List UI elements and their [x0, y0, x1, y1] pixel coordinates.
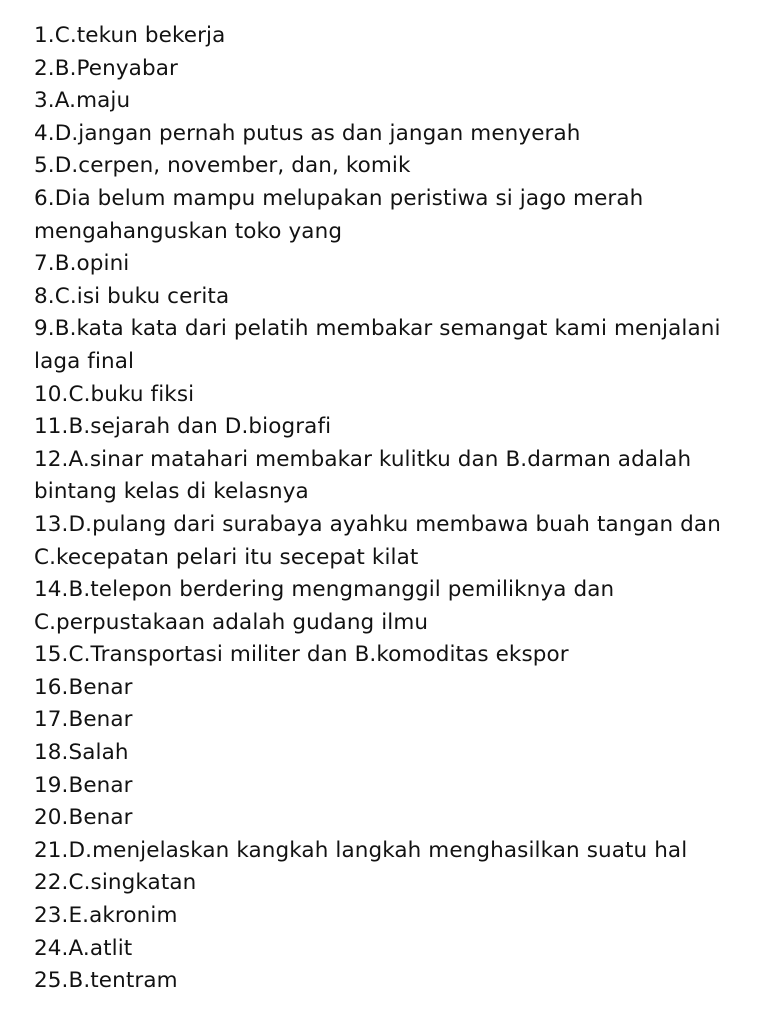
answer-item-13: 13.D.pulang dari surabaya ayahku membawa buah tangan dan C.kecepatan pelari itu secepat kilat	[34, 511, 721, 570]
answer-item-5: 5.D.cerpen, november, dan, komik	[34, 153, 411, 179]
answer-item-6: 6.Dia belum mampu melupakan peristiwa si jago merah mengahanguskan toko yang	[34, 185, 644, 244]
answer-item-11: 11.B.sejarah dan D.biografi	[34, 414, 332, 440]
answer-item-22: 22.C.singkatan	[34, 870, 197, 896]
answer-item-25: 25.B.tentram	[34, 968, 178, 994]
answer-item-1: 1.C.tekun bekerja	[34, 23, 226, 48]
answer-item-7: 7.B.opini	[34, 251, 130, 277]
answer-item-3: 3.A.maju	[34, 88, 131, 114]
answer-item-4: 4.D.jangan pernah putus as dan jangan menyerah	[34, 120, 581, 146]
answer-item-14: 14.B.telepon berdering mengmanggil pemiliknya dan C.perpustakaan adalah gudang ilmu	[34, 577, 615, 635]
answer-item-8: 8.C.isi buku cerita	[34, 283, 230, 309]
answer-item-10: 10.C.buku fiksi	[34, 381, 195, 407]
answer-item-18: 18.Salah	[34, 740, 129, 766]
answer-item-16: 16.Benar	[34, 674, 133, 700]
answer-item-21: 21.D.menjelaskan kangkah langkah menghasilkan suatu hal	[34, 837, 688, 863]
answer-item-15: 15.C.Transportasi militer dan B.komoditas ekspor	[34, 642, 569, 668]
answer-item-19: 19.Benar	[34, 772, 133, 798]
answer-item-23: 23.E.akronim	[34, 903, 178, 929]
answer-list	[34, 20, 754, 998]
answer-item-9: 9.B.kata kata dari pelatih membakar semangat kami menjalani laga final	[34, 316, 721, 374]
answer-item-12: 12.A.sinar matahari membakar kulitku dan B.darman adalah bintang kelas di kelasnya	[34, 446, 692, 505]
answer-item-24: 24.A.atlit	[34, 935, 133, 961]
answer-item-2: 2.B.Penyabar	[34, 55, 178, 81]
answer-item-17: 17.Benar	[34, 707, 133, 733]
answer-item-20: 20.Benar	[34, 805, 133, 831]
